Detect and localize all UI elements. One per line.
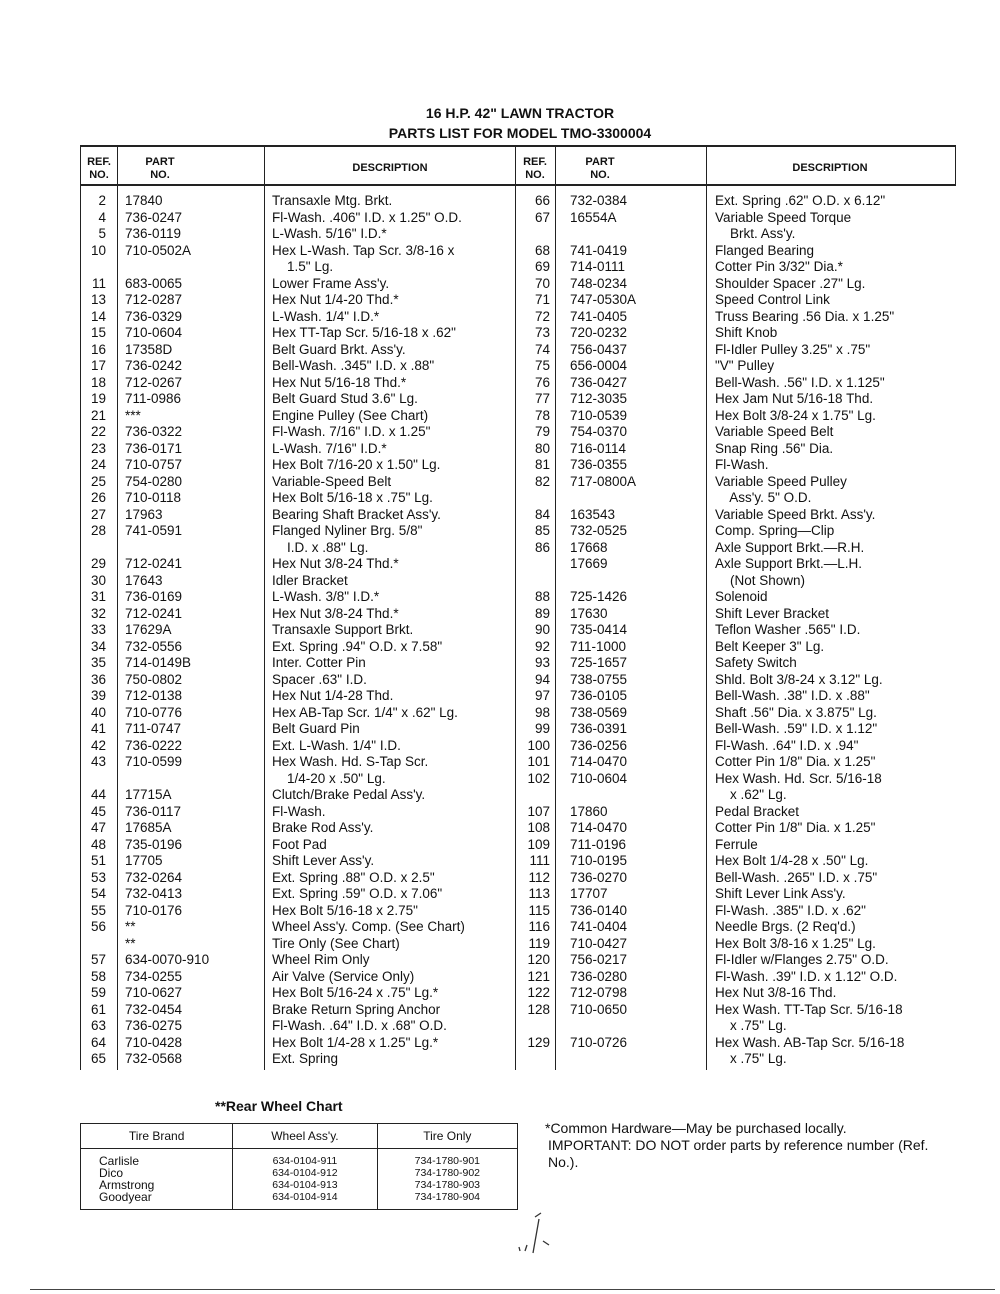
right-part-column: 732-0384 16554A 741-0419 714-0111 748-0234 747-0530A 741-0405 720-0232 756-0437 656-0004 736-0427 712-3035 710-0539 754-0370 716-0114 736-0355 717-0800A 163543 732-0525 17668 17669 725-1426 17630 735-0414 711-1000 725-1657 738-0755 736-0105 738-0569 736-0391 736-0256 714-0470 710-0604 17860 714-0470 711-0196 710-0195 736-0270 17707 736-0140 741-0404 710-0427 756-0217 736-0280 712-0798 710-0650 710-0726 bbox=[570, 193, 637, 1050]
header-desc-left: DESCRIPTION bbox=[352, 162, 428, 174]
divider-right-desc bbox=[706, 145, 707, 1070]
divider-left-desc bbox=[264, 145, 265, 1070]
common-hardware-note: *Common Hardware—May be purchased locally. bbox=[545, 1120, 847, 1136]
important-note: IMPORTANT: DO NOT order parts by reference number (Ref. No.). bbox=[548, 1137, 929, 1170]
table-header-rule bbox=[80, 184, 956, 186]
divider-right-ref bbox=[555, 145, 556, 1070]
header-desc-right: DESCRIPTION bbox=[792, 162, 868, 174]
wheel-header-assy: Wheel Ass'y. bbox=[233, 1124, 377, 1149]
tire-only: 734-1780-902 bbox=[377, 1167, 517, 1179]
table-row bbox=[81, 1149, 518, 1168]
header-part-right: PART NO. bbox=[585, 156, 615, 181]
bottom-rule bbox=[30, 1289, 995, 1290]
tire-brand: Carlisle bbox=[81, 1149, 233, 1168]
wheel-assy: 634-0104-912 bbox=[233, 1167, 377, 1179]
tire-only: 734-1780-904 bbox=[377, 1191, 517, 1210]
divider-center bbox=[515, 145, 516, 1070]
table-top-rule bbox=[80, 145, 956, 147]
document-subtitle: PARTS LIST FOR MODEL TMO-3300004 bbox=[388, 125, 652, 141]
wheel-assy: 634-0104-913 bbox=[233, 1179, 377, 1191]
divider-right-edge bbox=[955, 145, 956, 185]
wheel-chart-table bbox=[80, 1123, 518, 1210]
wheel-assy: 634-0104-914 bbox=[233, 1191, 377, 1210]
wheel-assy: 634-0104-911 bbox=[233, 1149, 377, 1168]
footnotes bbox=[545, 1120, 945, 1171]
tire-brand: Goodyear bbox=[81, 1191, 233, 1210]
header-ref-left: REF. NO. bbox=[87, 156, 111, 181]
header-ref-right: REF. NO. bbox=[523, 156, 547, 181]
divider-left-ref bbox=[80, 145, 81, 1070]
header-part-left: PART NO. bbox=[145, 156, 175, 181]
left-description-column: Transaxle Mtg. Brkt. Fl-Wash. .406" I.D. x 1.25" O.D. L-Wash. 5/16" I.D.* Hex L-Wash. Tap Scr. 3/8-16 x 1.5" Lg. Lower Frame Ass'y. Hex Nut 1/4-20 Thd.* L-Wash. 1/4" I.D.* Hex TT-Tap Scr. 5/16-18 x .62" Belt Guard Brkt. Ass'y. Bell-Wash. .345" I.D. x .88" Hex Nut 5/16-18 Thd.* Belt Guard Stud 3.6" Lg. Engine Pulley (See Chart) Fl-Wash. 7/16" I.D. x 1.25" L-Wash. 7/16" I.D.* Hex Bolt 7/16-20 x 1.50" Lg. Variable-Speed Belt Hex Bolt 5/16-18 x .75" Lg. Bearing Shaft Bracket Ass'y. Flanged Nyliner Brg. 5/8" I.D. x .88" Lg. Hex Nut 3/8-24 Thd.* Idler Bracket L-Wash. 3/8" I.D.* Hex Nut 3/8-24 Thd.* Transaxle Support Brkt. Ext. Spring .94" O.D. x 7.58" Inter. Cotter Pin Spacer .63" I.D. Hex Nut 1/4-28 Thd. Hex AB-Tap Scr. 1/4" x .62" Lg. Belt Guard Pin Ext. L-Wash. 1/4" I.D. Hex Wash. Hd. S-Tap Scr. 1/4-20 x .50" Lg. Clutch/Brake Pedal Ass'y. Fl-Wash. Brake Rod Ass'y. Foot Pad Shift Lever Ass'y. Ext. Spring .88" O.D. x 2.5" Ext. Spring .59" O.D. x 7.06" Hex Bolt 5/16-18 x 2.75" Wheel Ass'y. Comp. (See Chart) Tire Only (See Chart) Wheel Rim Only Air Valve (Service Only) Hex Bolt 5/16-24 x .75" Lg.* Brake Return Spring Anchor Fl-Wash. .64" I.D. x .68" O.D. Hex Bolt 1/4-28 x 1.25" Lg.* Ext. Spring bbox=[272, 193, 465, 1066]
tire-brand: Dico bbox=[81, 1167, 233, 1179]
tire-only: 734-1780-903 bbox=[377, 1179, 517, 1191]
wheel-header-brand: Tire Brand bbox=[81, 1124, 233, 1149]
tire-brand: Armstrong bbox=[81, 1179, 233, 1191]
right-description-column: Ext. Spring .62" O.D. x 6.12" Variable Speed Torque Brkt. Ass'y. Flanged Bearing Cotter Pin 3/32" Dia.* Shoulder Spacer .27" Lg. Speed Control Link Truss Bearing .56 Dia. x 1.25" Shift Knob Fl-Idler Pulley 3.25" x .75" "V" Pulley Bell-Wash. .56" I.D. x 1.125" Hex Jam Nut 5/16-18 Thd. Hex Bolt 3/8-24 x 1.75" Lg. Variable Speed Belt Snap Ring .56" Dia. Fl-Wash. Variable Speed Pulley Ass'y. 5" O.D. Variable Speed Brkt. Ass'y. Comp. Spring—Clip Axle Support Brkt.—R.H. Axle Support Brkt.—L.H. (Not Shown) Solenoid Shift Lever Bracket Teflon Washer .565" I.D. Belt Keeper 3" Lg. Safety Switch Shld. Bolt 3/8-24 x 3.12" Lg. Bell-Wash. .38" I.D. x .88" Shaft .56" Dia. x 3.875" Lg. Bell-Wash. .59" I.D. x 1.12" Fl-Wash. .64" I.D. x .94" Cotter Pin 1/8" Dia. x 1.25" Hex Wash. Hd. Scr. 5/16-18 x .62" Lg. Pedal Bracket Cotter Pin 1/8" Dia. x 1.25" Ferrule Hex Bolt 1/4-28 x .50" Lg. Bell-Wash. .265" I.D. x .75" Shift Lever Link Ass'y. Fl-Wash. .385" I.D. x .62" Needle Brgs. (2 Req'd.) Hex Bolt 3/8-16 x 1.25" Lg. Fl-Idler w/Flanges 2.75" O.D. Fl-Wash. .39" I.D. x 1.12" O.D. Hex Nut 3/8-16 Thd. Hex Wash. TT-Tap Scr. 5/16-18 x .75" Lg. Hex Wash. AB-Tap Scr. 5/16-18 x .75" Lg. bbox=[715, 193, 905, 1066]
tire-only: 734-1780-901 bbox=[377, 1149, 517, 1168]
wheel-header-tire: Tire Only bbox=[377, 1124, 517, 1149]
divider-left-part bbox=[117, 145, 118, 1070]
left-part-column: 17840 736-0247 736-0119 710-0502A 683-0065 712-0287 736-0329 710-0604 17358D 736-0242 712-0267 711-0986 *** 736-0322 736-0171 710-0757 754-0280 710-0118 17963 741-0591 712-0241 17643 736-0169 712-0241 17629A 732-0556 714-0149B 750-0802 712-0138 710-0776 711-0747 736-0222 710-0599 17715A 736-0117 17685A 735-0196 17705 732-0264 732-0413 710-0176 ** ** 634-0070-910 734-0255 710-0627 732-0454 736-0275 710-0428 732-0568 bbox=[125, 193, 210, 1066]
handwritten-mark bbox=[505, 1205, 565, 1265]
left-ref-column: 2 4 5 10 11 13 14 15 16 17 18 19 21 22 23 24 25 26 27 28 29 30 31 32 33 34 35 36 39 40 41 42 43 44 45 47 48 51 53 54 55 56 57 58 59 61 63 64 65 bbox=[90, 193, 106, 1066]
right-ref-column: 66 67 68 69 70 71 72 73 74 75 76 77 78 79 80 81 82 84 85 86 88 89 90 92 93 94 97 98 99 100 101 102 107 108 109 111 112 113 115 116 119 120 121 122 128 129 bbox=[527, 193, 550, 1050]
wheel-chart-title: **Rear Wheel Chart bbox=[215, 1098, 343, 1114]
table-row bbox=[81, 1191, 518, 1210]
document-title: 16 H.P. 42" LAWN TRACTOR bbox=[425, 105, 615, 121]
